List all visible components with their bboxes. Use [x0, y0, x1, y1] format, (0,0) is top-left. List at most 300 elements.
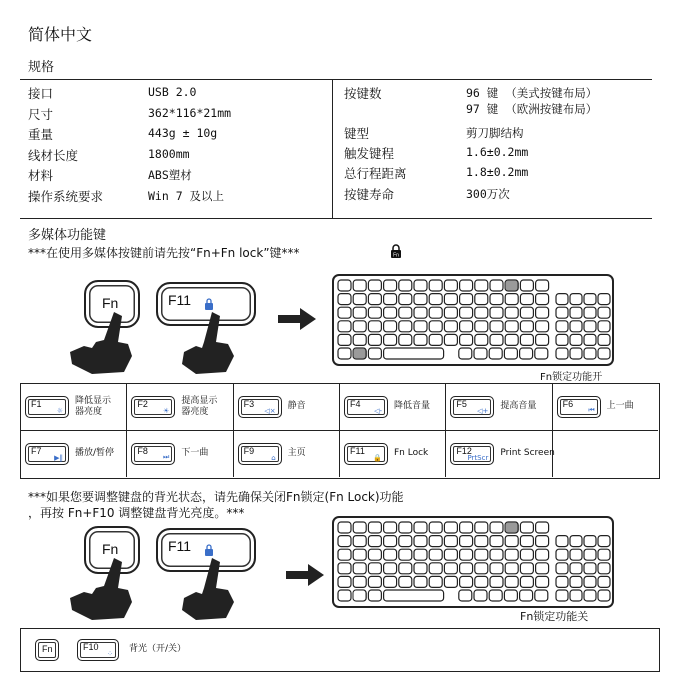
keyboard-key	[338, 334, 351, 345]
keyboard-key	[505, 307, 518, 318]
keyboard-numpad-key	[570, 334, 582, 345]
keyboard-key	[460, 563, 473, 574]
spec-value: USB 2.0	[148, 85, 197, 99]
keyboard-key	[520, 348, 533, 359]
backlight-f10-key: F10 ⁘	[77, 639, 119, 661]
keyboard-key	[368, 294, 381, 305]
keyboard-numpad-key	[584, 334, 596, 345]
keyboard-numpad-key	[584, 590, 596, 601]
keyboard-key	[384, 321, 397, 332]
keyboard-key	[444, 549, 457, 560]
keyboard-key	[460, 280, 473, 291]
multimedia-note-text: ***在使用多媒体按键前请先按“Fn+Fn lock”键***	[28, 246, 300, 260]
keyboard-key	[353, 536, 366, 547]
pressing-hand-icon-2	[182, 312, 252, 376]
fn-key-illustration-2: Fn	[84, 526, 140, 574]
keyboard-key	[399, 536, 412, 547]
keyboard-key	[338, 590, 351, 601]
function-key-label: F4	[350, 399, 361, 409]
function-key-label: F6	[562, 399, 574, 409]
keyboard-key	[475, 522, 488, 533]
keyboard-fn-highlight	[353, 348, 366, 359]
keyboard-key	[520, 294, 533, 305]
keyboard-numpad-key	[584, 294, 596, 305]
fn-key-illustration: Fn	[84, 280, 140, 328]
spec-label: 材料	[28, 168, 54, 183]
function-key-desc: 上一曲	[606, 401, 634, 411]
keyboard-key	[505, 563, 518, 574]
keyboard-key	[414, 280, 427, 291]
keyboard-key	[505, 334, 518, 345]
keyboard-f11-highlight	[505, 280, 518, 291]
function-key-desc: 降低显示 器亮度	[75, 396, 112, 417]
keyboard-key	[490, 307, 503, 318]
keyboard-numpad-key	[556, 307, 568, 318]
keyboard-key	[429, 563, 442, 574]
multimedia-note	[28, 244, 300, 261]
keyboard-key	[535, 348, 548, 359]
function-key-label: F12	[456, 446, 472, 456]
keyboard-key	[353, 334, 366, 345]
backlight-icon: ⁘	[107, 650, 113, 658]
keyboard-numpad-key	[598, 334, 610, 345]
keyboard-key	[399, 563, 412, 574]
keyboard-key	[535, 590, 548, 601]
keyboard-numpad-key	[570, 307, 582, 318]
function-key-label: F11	[350, 446, 365, 456]
keyboard-key	[368, 576, 381, 587]
keyboard-key	[460, 536, 473, 547]
function-key-f4	[344, 396, 388, 418]
spec-value: 443g ± 10g	[148, 126, 218, 140]
keyboard-key	[353, 522, 366, 533]
keyboard-key	[520, 280, 533, 291]
keyboard-key	[353, 563, 366, 574]
keyboard-key	[353, 307, 366, 318]
keyboard-numpad-key	[584, 307, 596, 318]
keyboard-numpad-key	[598, 307, 610, 318]
keyboard-numpad-key	[570, 549, 582, 560]
keyboard-key	[490, 549, 503, 560]
function-key-label: F3	[243, 399, 255, 409]
function-key-f6	[557, 396, 601, 418]
backlight-desc: 背光（开/关）	[129, 644, 187, 654]
keyboard-key	[460, 522, 473, 533]
keyboard-numpad-key	[556, 334, 568, 345]
svg-text:Fn: Fn	[393, 252, 399, 258]
keyboard-numpad-key	[556, 348, 568, 359]
function-key-desc: 播放/暂停	[75, 448, 115, 458]
volume-down-icon: ◁-	[374, 407, 382, 415]
keyboard-numpad-key	[570, 294, 582, 305]
function-key-label: F5	[456, 399, 467, 409]
spec-value: 96 键 （美式按键布局）	[466, 86, 598, 100]
keyboard-key	[490, 536, 503, 547]
function-key-label: F1	[31, 399, 42, 409]
keyboard-key	[414, 549, 427, 560]
keyboard-key	[338, 307, 351, 318]
keyboard-key	[505, 321, 518, 332]
keyboard-key	[520, 321, 533, 332]
keyboard-key	[429, 280, 442, 291]
keyboard-key	[520, 590, 533, 601]
spec-label: 按键寿命	[344, 187, 395, 202]
keyboard-key	[504, 590, 517, 601]
keyboard-key	[368, 536, 381, 547]
keyboard-key	[399, 334, 412, 345]
keyboard-numpad-key	[584, 576, 596, 587]
function-key-f9	[238, 443, 282, 465]
keyboard-key	[505, 576, 518, 587]
keyboard-key	[414, 334, 427, 345]
function-key-desc: 主页	[287, 448, 306, 458]
function-key-label: F8	[137, 446, 148, 456]
keyboard-key	[429, 549, 442, 560]
keyboard-numpad-key	[556, 321, 568, 332]
volume-up-icon: ◁+	[477, 407, 489, 415]
keyboard-key	[368, 307, 381, 318]
pressing-hand-icon-3	[66, 558, 136, 622]
fn-lock-icon	[390, 243, 402, 257]
keyboard-key	[384, 590, 444, 601]
keyboard-key	[368, 549, 381, 560]
keyboard-key	[459, 590, 472, 601]
keyboard-key	[384, 280, 397, 291]
lock-icon	[204, 298, 214, 310]
function-key-f11	[344, 443, 388, 465]
mute-icon: ◁×	[264, 407, 276, 415]
keyboard-key	[475, 576, 488, 587]
function-key-f12	[450, 443, 494, 465]
spec-value: Win 7 及以上	[148, 188, 225, 203]
keyboard-key	[505, 536, 518, 547]
keyboard-key	[414, 576, 427, 587]
function-key-desc: Fn Lock	[394, 448, 429, 458]
keyboard-key	[536, 576, 549, 587]
play-pause-icon: ▶‖	[54, 454, 63, 462]
keyboard-key	[384, 348, 444, 359]
keyboard-key	[399, 294, 412, 305]
keyboard-key	[460, 576, 473, 587]
keyboard-numpad-key	[570, 576, 582, 587]
function-key-f3	[238, 396, 282, 418]
function-key-label: F2	[137, 399, 148, 409]
keyboard-key	[384, 563, 397, 574]
specs-divider	[332, 80, 333, 218]
function-key-desc: 下一曲	[181, 448, 209, 458]
keyboard-numpad-key	[584, 549, 596, 560]
function-key-f7	[25, 443, 69, 465]
keyboard-key	[536, 334, 549, 345]
keyboard-key	[429, 294, 442, 305]
spec-label: 线材长度	[28, 147, 79, 163]
function-key-f1	[25, 396, 69, 418]
keyboard-key	[338, 294, 351, 305]
keyboard-key	[338, 563, 351, 574]
backlight-fn-key: Fn	[35, 639, 59, 661]
function-key-desc: Print Screen	[500, 448, 555, 458]
right-arrow-icon-2	[286, 564, 326, 586]
keyboard-numpad-key	[556, 590, 568, 601]
keyboard-key	[460, 321, 473, 332]
spec-value: 剪刀脚结构	[466, 126, 524, 140]
keyboard-key	[475, 536, 488, 547]
keyboard-numpad-key	[598, 549, 610, 560]
next-track-icon: ⏭	[163, 453, 170, 461]
keyboard-key	[504, 348, 517, 359]
keyboard-key	[338, 536, 351, 547]
keyboard-key	[490, 280, 503, 291]
keyboard-numpad-key	[584, 321, 596, 332]
keyboard-numpad-key	[584, 563, 596, 574]
spec-label: 触发键程	[344, 146, 395, 161]
keyboard-key	[536, 563, 549, 574]
keyboard-key	[460, 549, 473, 560]
keyboard-key	[490, 522, 503, 533]
keyboard-key	[490, 576, 503, 587]
keyboard-key	[429, 522, 442, 533]
keyboard-key	[399, 576, 412, 587]
keyboard-key	[353, 280, 366, 291]
keyboard-key	[536, 307, 549, 318]
spec-label: 总行程距离	[344, 166, 407, 181]
keyboard-key	[460, 334, 473, 345]
keyboard-key	[429, 334, 442, 345]
keyboard-key	[338, 348, 351, 359]
keyboard-numpad-key	[598, 294, 610, 305]
keyboard-key	[475, 563, 488, 574]
keyboard-key	[368, 590, 381, 601]
keyboard-key	[338, 549, 351, 560]
function-key-f2	[131, 396, 175, 418]
pressing-hand-icon-4	[182, 558, 252, 622]
keyboard-key	[490, 294, 503, 305]
spec-label: 键型	[344, 126, 370, 141]
page-title: 简体中文	[28, 25, 93, 44]
keyboard-numpad-key	[556, 563, 568, 574]
keyboard-svg	[332, 274, 614, 366]
keyboard-key	[353, 549, 366, 560]
right-arrow-icon	[278, 308, 318, 330]
keyboard-numpad-key	[598, 321, 610, 332]
spec-value: ABS塑材	[148, 168, 192, 182]
keyboard-svg	[332, 516, 614, 608]
keyboard-key	[475, 307, 488, 318]
keyboard-key	[368, 563, 381, 574]
keyboard-numpad-key	[556, 294, 568, 305]
function-key-label: F7	[31, 446, 42, 456]
keyboard-key	[536, 536, 549, 547]
keyboard-key	[444, 294, 457, 305]
function-key-cell	[553, 431, 658, 477]
keyboard-numpad-key	[584, 536, 596, 547]
keyboard-key	[414, 321, 427, 332]
keyboard-numpad-key	[570, 563, 582, 574]
spec-label: 接口	[28, 86, 54, 101]
keyboard-key	[536, 294, 549, 305]
multimedia-heading: 多媒体功能键	[28, 228, 107, 243]
previous-track-icon: ⏮	[588, 406, 595, 414]
function-key-desc: 静音	[287, 401, 306, 411]
keyboard-key	[475, 549, 488, 560]
keyboard-key	[536, 280, 549, 291]
keyboard-key	[520, 307, 533, 318]
keyboard-numpad-key	[598, 536, 610, 547]
keyboard-key	[474, 348, 487, 359]
keyboard-key	[444, 321, 457, 332]
keyboard-key	[368, 348, 381, 359]
keyboard-key	[460, 294, 473, 305]
keyboard-key	[475, 294, 488, 305]
backlight-note-line1: ***如果您要调整键盘的背光状态，请先确保关闭Fn锁定(Fn Lock)功能	[28, 490, 404, 504]
keyboard-key	[414, 563, 427, 574]
keyboard-key	[520, 334, 533, 345]
keyboard-key	[444, 563, 457, 574]
keyboard-key	[520, 536, 533, 547]
spec-label: 重量	[28, 127, 54, 142]
keyboard-key	[384, 307, 397, 318]
keyboard-key	[384, 549, 397, 560]
function-key-f5	[450, 396, 494, 418]
keyboard-key	[444, 334, 457, 345]
spec-value: 362*116*21mm	[148, 105, 232, 120]
keyboard-key	[490, 334, 503, 345]
keyboard-numpad-key	[570, 536, 582, 547]
spec-label: 操作系统要求	[28, 188, 104, 204]
keyboard-key	[475, 321, 488, 332]
keyboard-key	[520, 576, 533, 587]
keyboard-key	[384, 576, 397, 587]
keyboard-key	[490, 563, 503, 574]
spec-value: 97 键 （欧洲按键布局）	[466, 102, 598, 116]
spec-value: 1.6±0.2mm	[466, 145, 529, 159]
spec-value: 300万次	[466, 187, 510, 201]
keyboard-key	[414, 307, 427, 318]
specs-heading: 规格	[28, 60, 55, 75]
spec-label: 按键数	[344, 86, 382, 101]
keyboard-key	[399, 307, 412, 318]
keyboard-key	[536, 549, 549, 560]
specs-bottom-rule	[20, 218, 652, 219]
function-key-f8	[131, 443, 175, 465]
keyboard-key	[414, 522, 427, 533]
keyboard-key	[429, 536, 442, 547]
keyboard-key	[505, 549, 518, 560]
keyboard-key	[353, 321, 366, 332]
keyboard-numpad-key	[598, 563, 610, 574]
fn-lock-on-caption: Fn锁定功能开	[540, 372, 603, 383]
keyboard-key	[520, 549, 533, 560]
keyboard-key	[444, 307, 457, 318]
keyboard-key	[384, 334, 397, 345]
spec-value: 1800mm	[148, 146, 190, 161]
print-screen-icon: PrtScr	[467, 454, 489, 462]
keyboard-key	[429, 307, 442, 318]
keyboard-numpad-key	[570, 590, 582, 601]
keyboard-key	[384, 294, 397, 305]
keyboard-key	[338, 280, 351, 291]
keyboard-key	[353, 576, 366, 587]
keyboard-key	[399, 549, 412, 560]
function-key-desc: 降低音量	[394, 401, 431, 411]
keyboard-key	[368, 334, 381, 345]
keyboard-key	[384, 522, 397, 533]
lock-icon-2	[204, 544, 214, 556]
keyboard-numpad-key	[598, 576, 610, 587]
keyboard-fn-highlight	[353, 590, 366, 601]
f11-key-illustration-2: F11	[156, 528, 256, 572]
keyboard-key	[338, 321, 351, 332]
keyboard-numpad-key	[556, 536, 568, 547]
brightness-down-icon: ☼	[56, 407, 63, 415]
keyboard-numpad-key	[584, 348, 596, 359]
keyboard-key	[368, 321, 381, 332]
keyboard-key	[444, 536, 457, 547]
pressing-hand-icon	[66, 312, 136, 376]
keyboard-key	[475, 334, 488, 345]
backlight-note-line2: ，再按 Fn+F10 调整键盘背光亮度。***	[28, 506, 245, 520]
keyboard-key	[414, 536, 427, 547]
keyboard-key	[475, 280, 488, 291]
keyboard-key	[536, 321, 549, 332]
keyboard-numpad-key	[556, 576, 568, 587]
fn-lock-off-caption: Fn锁定功能关	[520, 610, 589, 623]
keyboard-key	[368, 280, 381, 291]
function-key-label: F9	[243, 446, 255, 456]
keyboard-numpad-key	[598, 590, 610, 601]
keyboard-key	[489, 348, 502, 359]
f11-key-illustration: F11	[156, 282, 256, 326]
keyboard-key	[520, 522, 533, 533]
keyboard-key	[384, 536, 397, 547]
keyboard-key	[399, 280, 412, 291]
keyboard-numpad-key	[570, 321, 582, 332]
keyboard-key	[474, 590, 487, 601]
keyboard-numpad-key	[570, 348, 582, 359]
keyboard-key	[399, 321, 412, 332]
keyboard-key	[338, 522, 351, 533]
keyboard-key	[459, 348, 472, 359]
keyboard-numpad-key	[598, 348, 610, 359]
keyboard-f11-highlight	[505, 522, 518, 533]
keyboard-key	[414, 294, 427, 305]
keyboard-key	[489, 590, 502, 601]
keyboard-key	[520, 563, 533, 574]
keyboard-key	[444, 576, 457, 587]
brightness-up-icon: ☀	[163, 407, 170, 415]
keyboard-key	[353, 294, 366, 305]
home-icon: ⌂	[271, 454, 276, 462]
keyboard-key	[399, 522, 412, 533]
keyboard-key	[505, 294, 518, 305]
backlight-table	[20, 628, 660, 672]
spec-label: 尺寸	[28, 106, 54, 122]
keyboard-key	[368, 522, 381, 533]
keyboard-numpad-key	[556, 549, 568, 560]
function-key-desc: 提高音量	[500, 401, 537, 411]
keyboard-key	[460, 307, 473, 318]
lock-icon: 🔒	[373, 454, 382, 462]
keyboard-key	[444, 280, 457, 291]
keyboard-key	[490, 321, 503, 332]
keyboard-key	[444, 522, 457, 533]
function-key-desc: 提高显示 器亮度	[181, 396, 218, 417]
specs-top-rule	[20, 79, 652, 80]
keyboard-key	[338, 576, 351, 587]
keyboard-key	[429, 321, 442, 332]
keyboard-key	[536, 522, 549, 533]
keyboard-key	[429, 576, 442, 587]
